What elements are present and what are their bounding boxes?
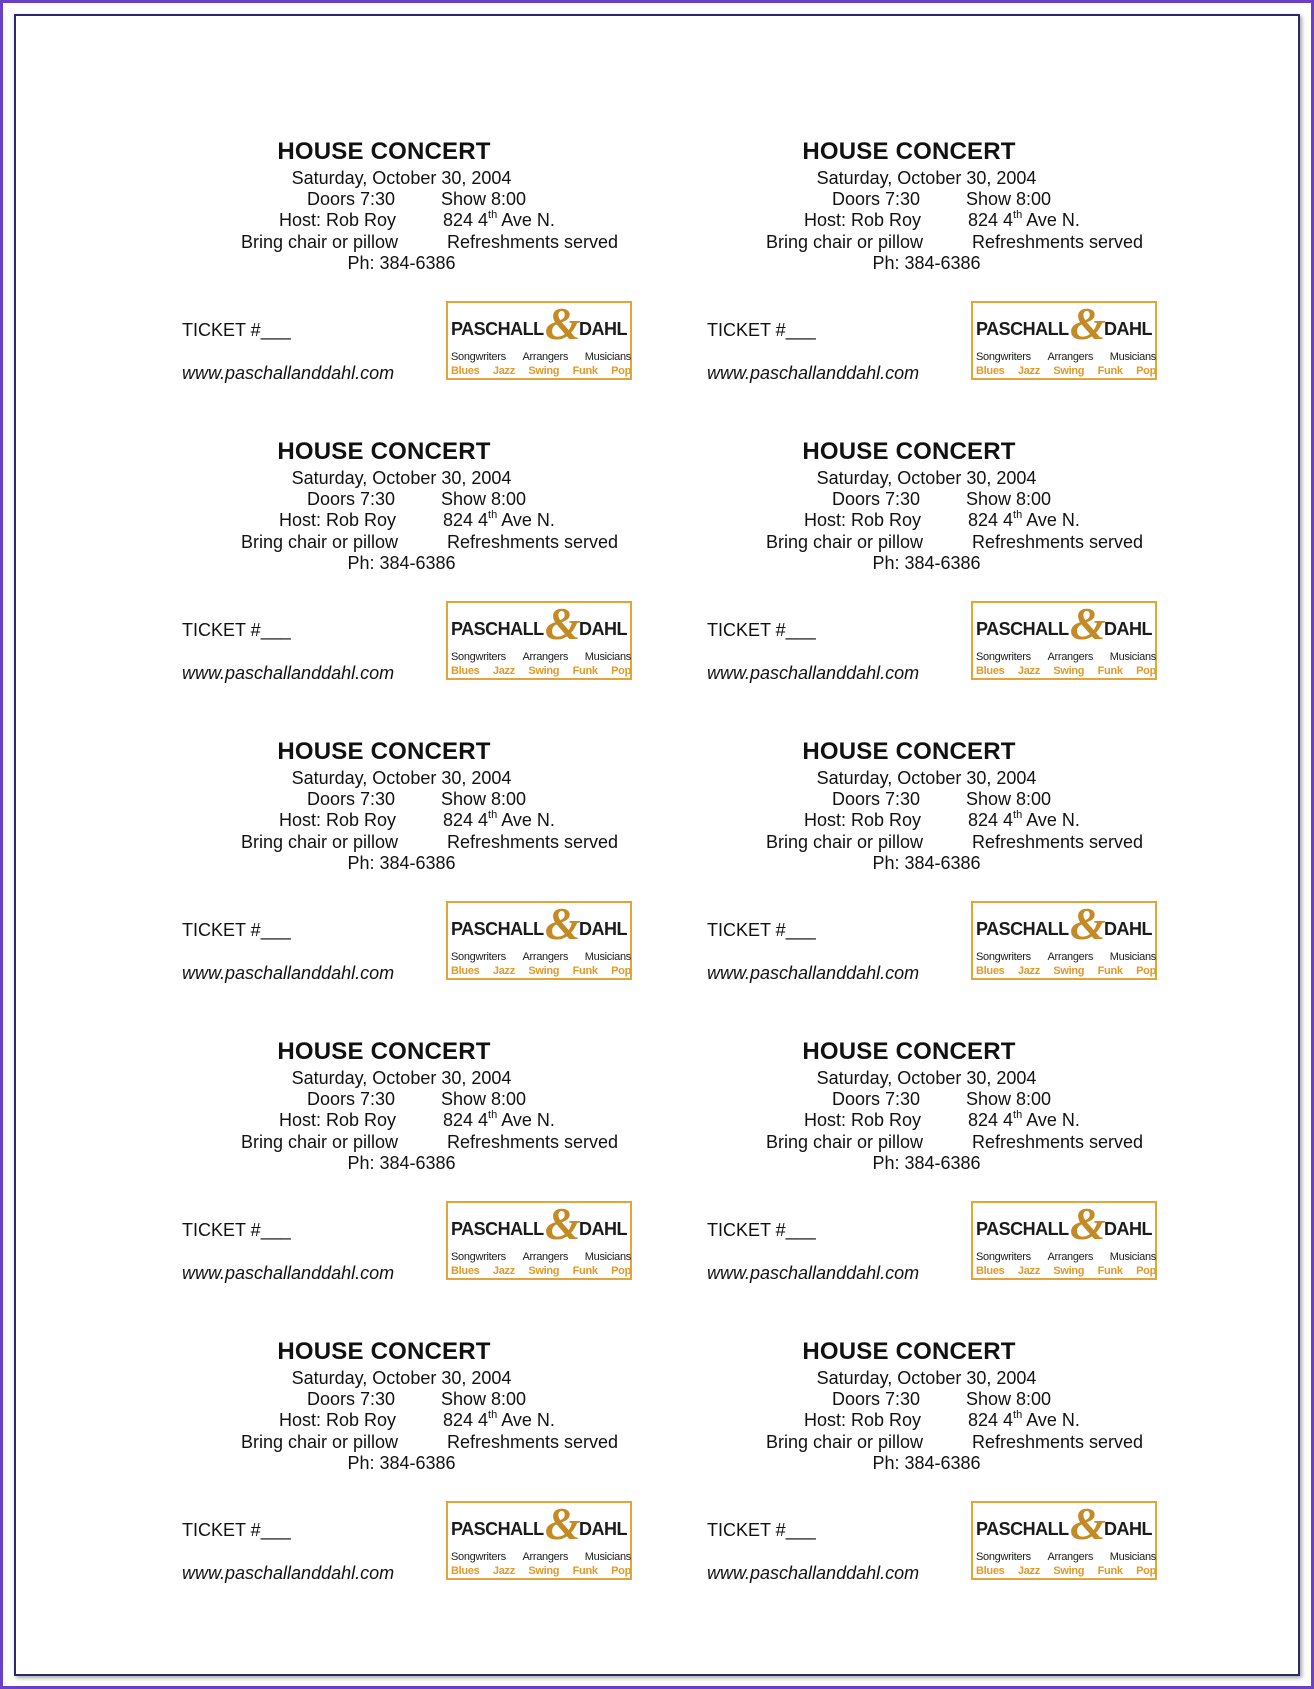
logo-role: Arrangers bbox=[522, 351, 569, 363]
logo-role: Musicians bbox=[1109, 1551, 1156, 1563]
logo-name-right: DAHL bbox=[1104, 1219, 1152, 1239]
logo-genres bbox=[976, 665, 1156, 677]
ticket-sheet bbox=[169, 138, 1169, 1638]
logo-genre: Funk bbox=[1097, 365, 1123, 377]
ticket-title: HOUSE CONCERT bbox=[802, 1338, 1016, 1365]
logo-roles bbox=[976, 1551, 1156, 1563]
website-url: www.paschallanddahl.com bbox=[707, 963, 920, 983]
address-number: 824 4 bbox=[968, 1110, 1014, 1130]
logo-genre: Swing bbox=[1053, 965, 1085, 977]
logo-roles bbox=[976, 1251, 1156, 1263]
logo-genre: Blues bbox=[976, 965, 1005, 977]
phone-number: Ph: 384-6386 bbox=[872, 553, 981, 573]
paschall-dahl-logo bbox=[446, 898, 632, 980]
ticket-title: HOUSE CONCERT bbox=[802, 438, 1016, 465]
logo-role: Musicians bbox=[1109, 951, 1156, 963]
doors-time: Doors 7:30 bbox=[832, 789, 921, 809]
logo-genre: Jazz bbox=[1017, 1265, 1040, 1277]
address bbox=[443, 1110, 555, 1131]
logo-role: Arrangers bbox=[1047, 1251, 1094, 1263]
website-url: www.paschallanddahl.com bbox=[707, 1263, 920, 1283]
logo-name-right: DAHL bbox=[579, 319, 627, 339]
doors-time: Doors 7:30 bbox=[307, 1389, 396, 1409]
address bbox=[443, 1410, 555, 1431]
logo-ampersand: & bbox=[545, 1498, 581, 1549]
paschall-dahl-logo bbox=[446, 298, 632, 380]
event-date: Saturday, October 30, 2004 bbox=[816, 1368, 1037, 1388]
logo-name-left: PASCHALL bbox=[976, 919, 1069, 939]
logo-genre: Jazz bbox=[492, 365, 515, 377]
logo-role: Arrangers bbox=[1047, 951, 1094, 963]
paschall-dahl-logo bbox=[971, 898, 1157, 980]
logo-name-left: PASCHALL bbox=[976, 319, 1069, 339]
address-number: 824 4 bbox=[968, 510, 1014, 530]
logo-name-left: PASCHALL bbox=[976, 619, 1069, 639]
address-suffix: th bbox=[488, 809, 498, 821]
phone-number: Ph: 384-6386 bbox=[347, 1453, 456, 1473]
logo-name-right: DAHL bbox=[1104, 919, 1152, 939]
show-time: Show 8:00 bbox=[966, 1089, 1052, 1109]
doors-time: Doors 7:30 bbox=[307, 489, 396, 509]
logo-genre: Blues bbox=[976, 365, 1005, 377]
logo-ampersand: & bbox=[1070, 1198, 1106, 1249]
doors-time: Doors 7:30 bbox=[832, 489, 921, 509]
ticket-number: TICKET #___ bbox=[182, 920, 291, 940]
logo-name-right: DAHL bbox=[579, 1219, 627, 1239]
show-time: Show 8:00 bbox=[966, 1389, 1052, 1409]
bring-note: Bring chair or pillow bbox=[766, 1432, 924, 1452]
logo-genre: Funk bbox=[1097, 1265, 1123, 1277]
address-street: Ave N. bbox=[1022, 1110, 1080, 1130]
address-number: 824 4 bbox=[443, 510, 489, 530]
logo-roles bbox=[451, 351, 631, 363]
logo-role: Songwriters bbox=[451, 1251, 506, 1263]
ticket-number: TICKET #___ bbox=[182, 320, 291, 340]
logo-genre: Blues bbox=[451, 365, 480, 377]
doors-time: Doors 7:30 bbox=[832, 1389, 921, 1409]
paschall-dahl-logo bbox=[971, 298, 1157, 380]
logo-genre: Pop bbox=[611, 665, 631, 677]
ticket-r5-c1 bbox=[169, 1338, 639, 1598]
logo-role: Arrangers bbox=[522, 1251, 569, 1263]
logo-genre: Jazz bbox=[492, 1565, 515, 1577]
host-name: Host: Rob Roy bbox=[804, 1410, 922, 1430]
address-suffix: th bbox=[1013, 1109, 1023, 1121]
event-date: Saturday, October 30, 2004 bbox=[291, 1368, 512, 1388]
logo-role: Songwriters bbox=[976, 351, 1031, 363]
phone-number: Ph: 384-6386 bbox=[347, 853, 456, 873]
logo-role: Musicians bbox=[1109, 351, 1156, 363]
address-number: 824 4 bbox=[443, 210, 489, 230]
ticket-number: TICKET #___ bbox=[707, 620, 816, 640]
logo-role: Musicians bbox=[584, 351, 631, 363]
phone-number: Ph: 384-6386 bbox=[872, 853, 981, 873]
address-number: 824 4 bbox=[968, 210, 1014, 230]
logo-name-right: DAHL bbox=[579, 919, 627, 939]
refreshments-note: Refreshments served bbox=[447, 1132, 619, 1152]
address bbox=[968, 1110, 1080, 1131]
logo-genre: Swing bbox=[1053, 665, 1085, 677]
phone-number: Ph: 384-6386 bbox=[872, 1153, 981, 1173]
address-street: Ave N. bbox=[497, 1110, 555, 1130]
phone-number: Ph: 384-6386 bbox=[872, 253, 981, 273]
ticket-title: HOUSE CONCERT bbox=[277, 1338, 491, 1365]
address-suffix: th bbox=[488, 209, 498, 221]
address bbox=[968, 510, 1080, 531]
host-name: Host: Rob Roy bbox=[804, 210, 922, 230]
address-number: 824 4 bbox=[443, 1110, 489, 1130]
bring-note: Bring chair or pillow bbox=[766, 232, 924, 252]
logo-genres bbox=[451, 1565, 631, 1577]
ticket-number: TICKET #___ bbox=[707, 920, 816, 940]
ticket-number: TICKET #___ bbox=[182, 1520, 291, 1540]
logo-genres bbox=[976, 365, 1156, 377]
show-time: Show 8:00 bbox=[966, 789, 1052, 809]
paschall-dahl-logo bbox=[446, 1198, 632, 1280]
address-suffix: th bbox=[488, 1409, 498, 1421]
logo-genre: Pop bbox=[611, 365, 631, 377]
logo-role: Musicians bbox=[1109, 651, 1156, 663]
logo-name-right: DAHL bbox=[579, 619, 627, 639]
doors-time: Doors 7:30 bbox=[832, 1089, 921, 1109]
ticket-title: HOUSE CONCERT bbox=[277, 1038, 491, 1065]
logo-genres bbox=[451, 365, 631, 377]
logo-name-left: PASCHALL bbox=[976, 1519, 1069, 1539]
host-name: Host: Rob Roy bbox=[804, 510, 922, 530]
logo-role: Musicians bbox=[584, 951, 631, 963]
logo-role: Arrangers bbox=[1047, 351, 1094, 363]
logo-genre: Jazz bbox=[1017, 1565, 1040, 1577]
event-date: Saturday, October 30, 2004 bbox=[291, 1068, 512, 1088]
logo-role: Songwriters bbox=[976, 951, 1031, 963]
ticket-r4-c1 bbox=[169, 1038, 639, 1298]
bring-note: Bring chair or pillow bbox=[766, 1132, 924, 1152]
ticket-number: TICKET #___ bbox=[182, 1220, 291, 1240]
host-name: Host: Rob Roy bbox=[804, 1110, 922, 1130]
logo-genre: Swing bbox=[528, 365, 560, 377]
ticket-r3-c1 bbox=[169, 738, 639, 998]
event-date: Saturday, October 30, 2004 bbox=[291, 168, 512, 188]
logo-genre: Funk bbox=[1097, 1565, 1123, 1577]
host-name: Host: Rob Roy bbox=[804, 810, 922, 830]
phone-number: Ph: 384-6386 bbox=[347, 1153, 456, 1173]
website-url: www.paschallanddahl.com bbox=[182, 663, 395, 683]
logo-genre: Funk bbox=[572, 365, 598, 377]
show-time: Show 8:00 bbox=[441, 489, 527, 509]
address-street: Ave N. bbox=[1022, 1410, 1080, 1430]
bring-note: Bring chair or pillow bbox=[766, 532, 924, 552]
address bbox=[443, 210, 555, 231]
show-time: Show 8:00 bbox=[441, 789, 527, 809]
logo-genre: Blues bbox=[451, 1265, 480, 1277]
logo-roles bbox=[451, 1251, 631, 1263]
ticket-r5-c2 bbox=[694, 1338, 1164, 1598]
refreshments-note: Refreshments served bbox=[972, 232, 1144, 252]
logo-genre: Blues bbox=[451, 1565, 480, 1577]
logo-ampersand: & bbox=[545, 298, 581, 349]
host-name: Host: Rob Roy bbox=[279, 810, 397, 830]
logo-role: Arrangers bbox=[522, 651, 569, 663]
address-suffix: th bbox=[1013, 809, 1023, 821]
logo-genre: Pop bbox=[611, 965, 631, 977]
address-street: Ave N. bbox=[1022, 810, 1080, 830]
address-suffix: th bbox=[1013, 1409, 1023, 1421]
logo-ampersand: & bbox=[1070, 298, 1106, 349]
website-url: www.paschallanddahl.com bbox=[707, 663, 920, 683]
ticket-r1-c1 bbox=[169, 138, 639, 398]
address-suffix: th bbox=[1013, 209, 1023, 221]
address bbox=[968, 210, 1080, 231]
logo-ampersand: & bbox=[545, 598, 581, 649]
paschall-dahl-logo bbox=[446, 598, 632, 680]
logo-genre: Swing bbox=[1053, 365, 1085, 377]
address-number: 824 4 bbox=[443, 810, 489, 830]
refreshments-note: Refreshments served bbox=[447, 1432, 619, 1452]
logo-genre: Pop bbox=[1136, 1565, 1156, 1577]
address-number: 824 4 bbox=[968, 1410, 1014, 1430]
logo-genres bbox=[451, 965, 631, 977]
logo-genre: Swing bbox=[528, 665, 560, 677]
address-suffix: th bbox=[488, 509, 498, 521]
logo-role: Songwriters bbox=[451, 351, 506, 363]
logo-role: Songwriters bbox=[976, 1251, 1031, 1263]
address-street: Ave N. bbox=[497, 810, 555, 830]
show-time: Show 8:00 bbox=[441, 189, 527, 209]
logo-role: Arrangers bbox=[1047, 1551, 1094, 1563]
refreshments-note: Refreshments served bbox=[972, 532, 1144, 552]
website-url: www.paschallanddahl.com bbox=[182, 363, 395, 383]
website-url: www.paschallanddahl.com bbox=[707, 1563, 920, 1583]
show-time: Show 8:00 bbox=[441, 1089, 527, 1109]
event-date: Saturday, October 30, 2004 bbox=[816, 168, 1037, 188]
logo-genre: Jazz bbox=[1017, 665, 1040, 677]
refreshments-note: Refreshments served bbox=[972, 1432, 1144, 1452]
logo-role: Songwriters bbox=[451, 651, 506, 663]
ticket-number: TICKET #___ bbox=[707, 1520, 816, 1540]
ticket-title: HOUSE CONCERT bbox=[277, 438, 491, 465]
logo-genres bbox=[451, 1265, 631, 1277]
logo-genre: Swing bbox=[1053, 1265, 1085, 1277]
bring-note: Bring chair or pillow bbox=[241, 232, 399, 252]
logo-roles bbox=[451, 951, 631, 963]
logo-role: Songwriters bbox=[976, 651, 1031, 663]
address bbox=[968, 1410, 1080, 1431]
logo-genre: Blues bbox=[976, 1265, 1005, 1277]
refreshments-note: Refreshments served bbox=[447, 832, 619, 852]
address bbox=[443, 810, 555, 831]
logo-ampersand: & bbox=[1070, 898, 1106, 949]
ticket-number: TICKET #___ bbox=[707, 320, 816, 340]
event-date: Saturday, October 30, 2004 bbox=[291, 468, 512, 488]
logo-genre: Jazz bbox=[492, 965, 515, 977]
paschall-dahl-logo bbox=[971, 1198, 1157, 1280]
refreshments-note: Refreshments served bbox=[447, 232, 619, 252]
logo-genres bbox=[976, 965, 1156, 977]
doors-time: Doors 7:30 bbox=[307, 789, 396, 809]
ticket-title: HOUSE CONCERT bbox=[277, 138, 491, 165]
doors-time: Doors 7:30 bbox=[307, 1089, 396, 1109]
refreshments-note: Refreshments served bbox=[972, 1132, 1144, 1152]
address bbox=[968, 810, 1080, 831]
ticket-number: TICKET #___ bbox=[707, 1220, 816, 1240]
logo-genre: Pop bbox=[1136, 965, 1156, 977]
logo-genre: Jazz bbox=[1017, 365, 1040, 377]
doors-time: Doors 7:30 bbox=[832, 189, 921, 209]
show-time: Show 8:00 bbox=[441, 1389, 527, 1409]
logo-genre: Jazz bbox=[492, 1265, 515, 1277]
phone-number: Ph: 384-6386 bbox=[347, 253, 456, 273]
logo-name-left: PASCHALL bbox=[451, 1519, 544, 1539]
website-url: www.paschallanddahl.com bbox=[182, 1563, 395, 1583]
logo-genre: Jazz bbox=[1017, 965, 1040, 977]
event-date: Saturday, October 30, 2004 bbox=[291, 768, 512, 788]
host-name: Host: Rob Roy bbox=[279, 210, 397, 230]
logo-genre: Pop bbox=[1136, 365, 1156, 377]
logo-role: Musicians bbox=[584, 1551, 631, 1563]
address-street: Ave N. bbox=[497, 210, 555, 230]
address bbox=[443, 510, 555, 531]
logo-role: Arrangers bbox=[522, 1551, 569, 1563]
bring-note: Bring chair or pillow bbox=[241, 1432, 399, 1452]
refreshments-note: Refreshments served bbox=[447, 532, 619, 552]
logo-genre: Blues bbox=[976, 665, 1005, 677]
logo-role: Songwriters bbox=[451, 951, 506, 963]
logo-roles bbox=[976, 651, 1156, 663]
logo-role: Arrangers bbox=[1047, 651, 1094, 663]
logo-genre: Swing bbox=[528, 965, 560, 977]
bring-note: Bring chair or pillow bbox=[241, 832, 399, 852]
website-url: www.paschallanddahl.com bbox=[707, 363, 920, 383]
address-number: 824 4 bbox=[968, 810, 1014, 830]
logo-roles bbox=[451, 651, 631, 663]
logo-genre: Funk bbox=[572, 665, 598, 677]
paschall-dahl-logo bbox=[971, 1498, 1157, 1580]
logo-genre: Pop bbox=[1136, 665, 1156, 677]
logo-name-right: DAHL bbox=[1104, 1519, 1152, 1539]
logo-role: Songwriters bbox=[451, 1551, 506, 1563]
address-street: Ave N. bbox=[1022, 210, 1080, 230]
logo-genre: Swing bbox=[528, 1265, 560, 1277]
logo-role: Arrangers bbox=[522, 951, 569, 963]
address-street: Ave N. bbox=[1022, 510, 1080, 530]
ticket-r3-c2 bbox=[694, 738, 1164, 998]
address-suffix: th bbox=[488, 1109, 498, 1121]
logo-ampersand: & bbox=[545, 898, 581, 949]
address-street: Ave N. bbox=[497, 1410, 555, 1430]
logo-genre: Blues bbox=[451, 665, 480, 677]
logo-name-left: PASCHALL bbox=[451, 619, 544, 639]
ticket-title: HOUSE CONCERT bbox=[277, 738, 491, 765]
logo-name-left: PASCHALL bbox=[451, 919, 544, 939]
website-url: www.paschallanddahl.com bbox=[182, 963, 395, 983]
doors-time: Doors 7:30 bbox=[307, 189, 396, 209]
event-date: Saturday, October 30, 2004 bbox=[816, 768, 1037, 788]
ticket-title: HOUSE CONCERT bbox=[802, 738, 1016, 765]
paschall-dahl-logo bbox=[446, 1498, 632, 1580]
ticket-title: HOUSE CONCERT bbox=[802, 138, 1016, 165]
logo-genre: Pop bbox=[611, 1265, 631, 1277]
paschall-dahl-logo bbox=[971, 598, 1157, 680]
logo-roles bbox=[976, 351, 1156, 363]
address-number: 824 4 bbox=[443, 1410, 489, 1430]
ticket-title: HOUSE CONCERT bbox=[802, 1038, 1016, 1065]
logo-genre: Funk bbox=[572, 1265, 598, 1277]
logo-name-left: PASCHALL bbox=[976, 1219, 1069, 1239]
ticket-r2-c1 bbox=[169, 438, 639, 698]
refreshments-note: Refreshments served bbox=[972, 832, 1144, 852]
logo-ampersand: & bbox=[545, 1198, 581, 1249]
phone-number: Ph: 384-6386 bbox=[347, 553, 456, 573]
bring-note: Bring chair or pillow bbox=[241, 1132, 399, 1152]
host-name: Host: Rob Roy bbox=[279, 510, 397, 530]
logo-genre: Pop bbox=[1136, 1265, 1156, 1277]
logo-role: Songwriters bbox=[976, 1551, 1031, 1563]
logo-genre: Jazz bbox=[492, 665, 515, 677]
logo-genre: Funk bbox=[1097, 965, 1123, 977]
website-url: www.paschallanddahl.com bbox=[182, 1263, 395, 1283]
logo-genre: Funk bbox=[572, 1565, 598, 1577]
logo-genre: Swing bbox=[528, 1565, 560, 1577]
logo-roles bbox=[451, 1551, 631, 1563]
logo-name-right: DAHL bbox=[579, 1519, 627, 1539]
logo-name-right: DAHL bbox=[1104, 619, 1152, 639]
logo-genre: Blues bbox=[451, 965, 480, 977]
document-page bbox=[14, 14, 1300, 1676]
ticket-number: TICKET #___ bbox=[182, 620, 291, 640]
logo-ampersand: & bbox=[1070, 598, 1106, 649]
logo-genre: Pop bbox=[611, 1565, 631, 1577]
logo-genre: Swing bbox=[1053, 1565, 1085, 1577]
bring-note: Bring chair or pillow bbox=[766, 832, 924, 852]
logo-role: Musicians bbox=[584, 1251, 631, 1263]
host-name: Host: Rob Roy bbox=[279, 1110, 397, 1130]
address-street: Ave N. bbox=[497, 510, 555, 530]
logo-roles bbox=[976, 951, 1156, 963]
logo-genres bbox=[976, 1565, 1156, 1577]
logo-ampersand: & bbox=[1070, 1498, 1106, 1549]
logo-name-right: DAHL bbox=[1104, 319, 1152, 339]
ticket-r1-c2 bbox=[694, 138, 1164, 398]
logo-genres bbox=[451, 665, 631, 677]
show-time: Show 8:00 bbox=[966, 189, 1052, 209]
logo-name-left: PASCHALL bbox=[451, 319, 544, 339]
phone-number: Ph: 384-6386 bbox=[872, 1453, 981, 1473]
logo-genre: Blues bbox=[976, 1565, 1005, 1577]
logo-name-left: PASCHALL bbox=[451, 1219, 544, 1239]
bring-note: Bring chair or pillow bbox=[241, 532, 399, 552]
address-suffix: th bbox=[1013, 509, 1023, 521]
logo-role: Musicians bbox=[584, 651, 631, 663]
logo-genre: Funk bbox=[572, 965, 598, 977]
ticket-r2-c2 bbox=[694, 438, 1164, 698]
event-date: Saturday, October 30, 2004 bbox=[816, 468, 1037, 488]
event-date: Saturday, October 30, 2004 bbox=[816, 1068, 1037, 1088]
ticket-r4-c2 bbox=[694, 1038, 1164, 1298]
logo-genre: Funk bbox=[1097, 665, 1123, 677]
logo-role: Musicians bbox=[1109, 1251, 1156, 1263]
show-time: Show 8:00 bbox=[966, 489, 1052, 509]
host-name: Host: Rob Roy bbox=[279, 1410, 397, 1430]
logo-genres bbox=[976, 1265, 1156, 1277]
